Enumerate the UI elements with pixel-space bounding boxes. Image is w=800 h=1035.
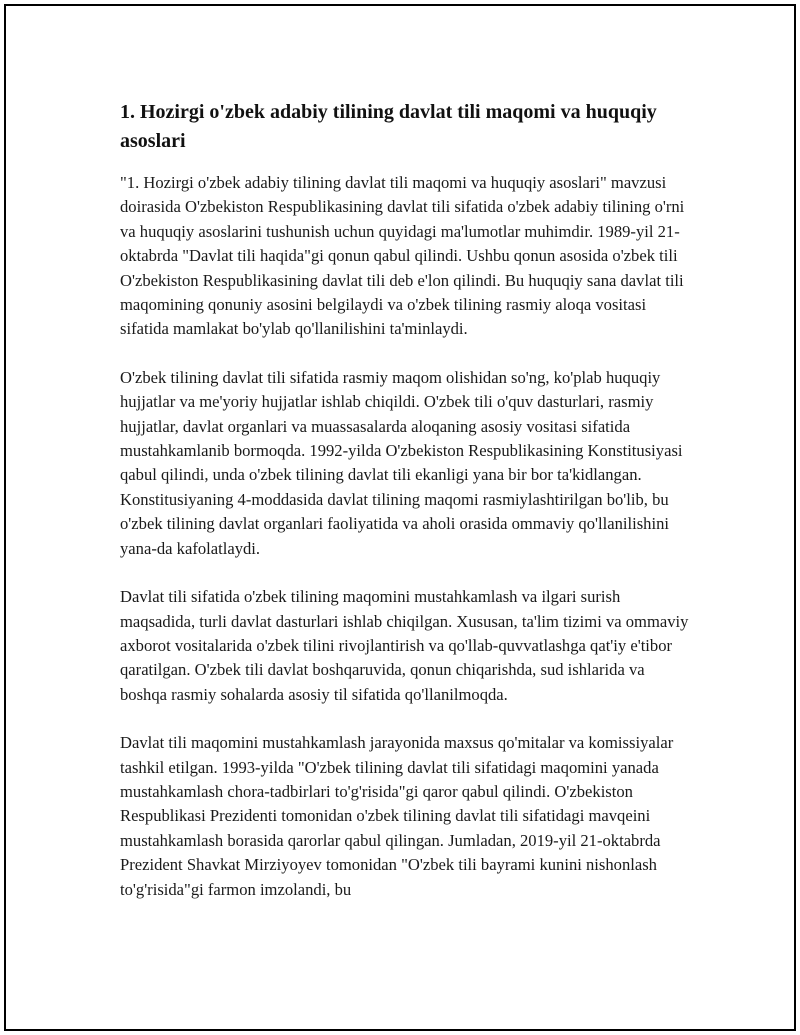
document-heading: 1. Hozirgi o'zbek adabiy tilining davlat tili maqomi va huquqiy asoslari [120, 101, 657, 152]
paragraph-4: Davlat tili maqomini mustahkamlash jarayonida maxsus qo'mitalar va komissiyalar tashkil etilgan. 1993-yilda "O'zbek tilining davlat tili sifatidagi maqomini yanada mustahkamlash chora-tadbirlari to'g'risida"gi qaror qabul qilindi. O'zbekiston Respublikasi Prezidenti tomonidan o'zbek tilining davlat tili sifatidagi mavqeini mustahkamlash borasida qarorlar qabul qilingan. Jumladan, 2019-yil 21-oktabrda Prezident Shavkat Mirziyoyev tomonidan "O'zbek tili bayrami kunini nishonlash to'g'risida"gi farmon imzolandi, bu [120, 733, 674, 899]
document-body [120, 98, 695, 926]
paragraph-1: "1. Hozirgi o'zbek adabiy tilining davlat tili maqomi va huquqiy asoslari" mavzusi doirasida O'zbekiston Respublikasining davlat tili sifatida o'zbek adabiy tilining o'rni va huquqiy asoslarini tushunish uchun quyidagi ma'lumotlar muhimdir. 1989-yil 21-oktabrda "Davlat tili haqida"gi qonun qabul qilindi. Ushbu qonun asosida o'zbek tili O'zbekiston Respublikasining davlat tili deb e'lon qilindi. Bu huquqiy sana davlat tili maqomining qonuniy asosini belgilaydi va o'zbek tilining rasmiy aloqa vositasi sifatida mamlakat bo'ylab qo'llanilishini ta'minlaydi. [120, 173, 685, 339]
paragraph-2: O'zbek tilining davlat tili sifatida rasmiy maqom olishidan so'ng, ko'plab huquqiy hujjatlar va me'yoriy hujjatlar ishlab chiqildi. O'zbek tili o'quv dasturlari, rasmiy hujjatlar, davlat organlari va muassasalarda aloqaning asosiy vositasi sifatida mustahkamlanib bormoqda. 1992-yilda O'zbekiston Respublikasining Konstitusiyasi qabul qilindi, unda o'zbek tilining davlat tili ekanligi yana bir bor ta'kidlangan. Konstitusiyaning 4-moddasida davlat tilining maqomi rasmiylashtirilgan bo'lib, bu o'zbek tilining davlat organlari faoliyatida va aholi orasida ommaviy qo'llanilishini yana-da kafolatlaydi. [120, 367, 683, 558]
paragraph-3: Davlat tili sifatida o'zbek tilining maqomini mustahkamlash va ilgari surish maqsadida, turli davlat dasturlari ishlab chiqilgan. Xususan, ta'lim tizimi va ommaviy axborot vositalarida o'zbek tilini rivojlantirish va qo'llab-quvvatlashga qat'iy e'tibor qaratilgan. O'zbek tili davlat boshqaruvida, qonun chiqarishda, sud ishlarida va boshqa rasmiy sohalarda asosiy til sifatida qo'llanilmoqda. [120, 587, 689, 704]
page-frame [4, 4, 796, 1031]
